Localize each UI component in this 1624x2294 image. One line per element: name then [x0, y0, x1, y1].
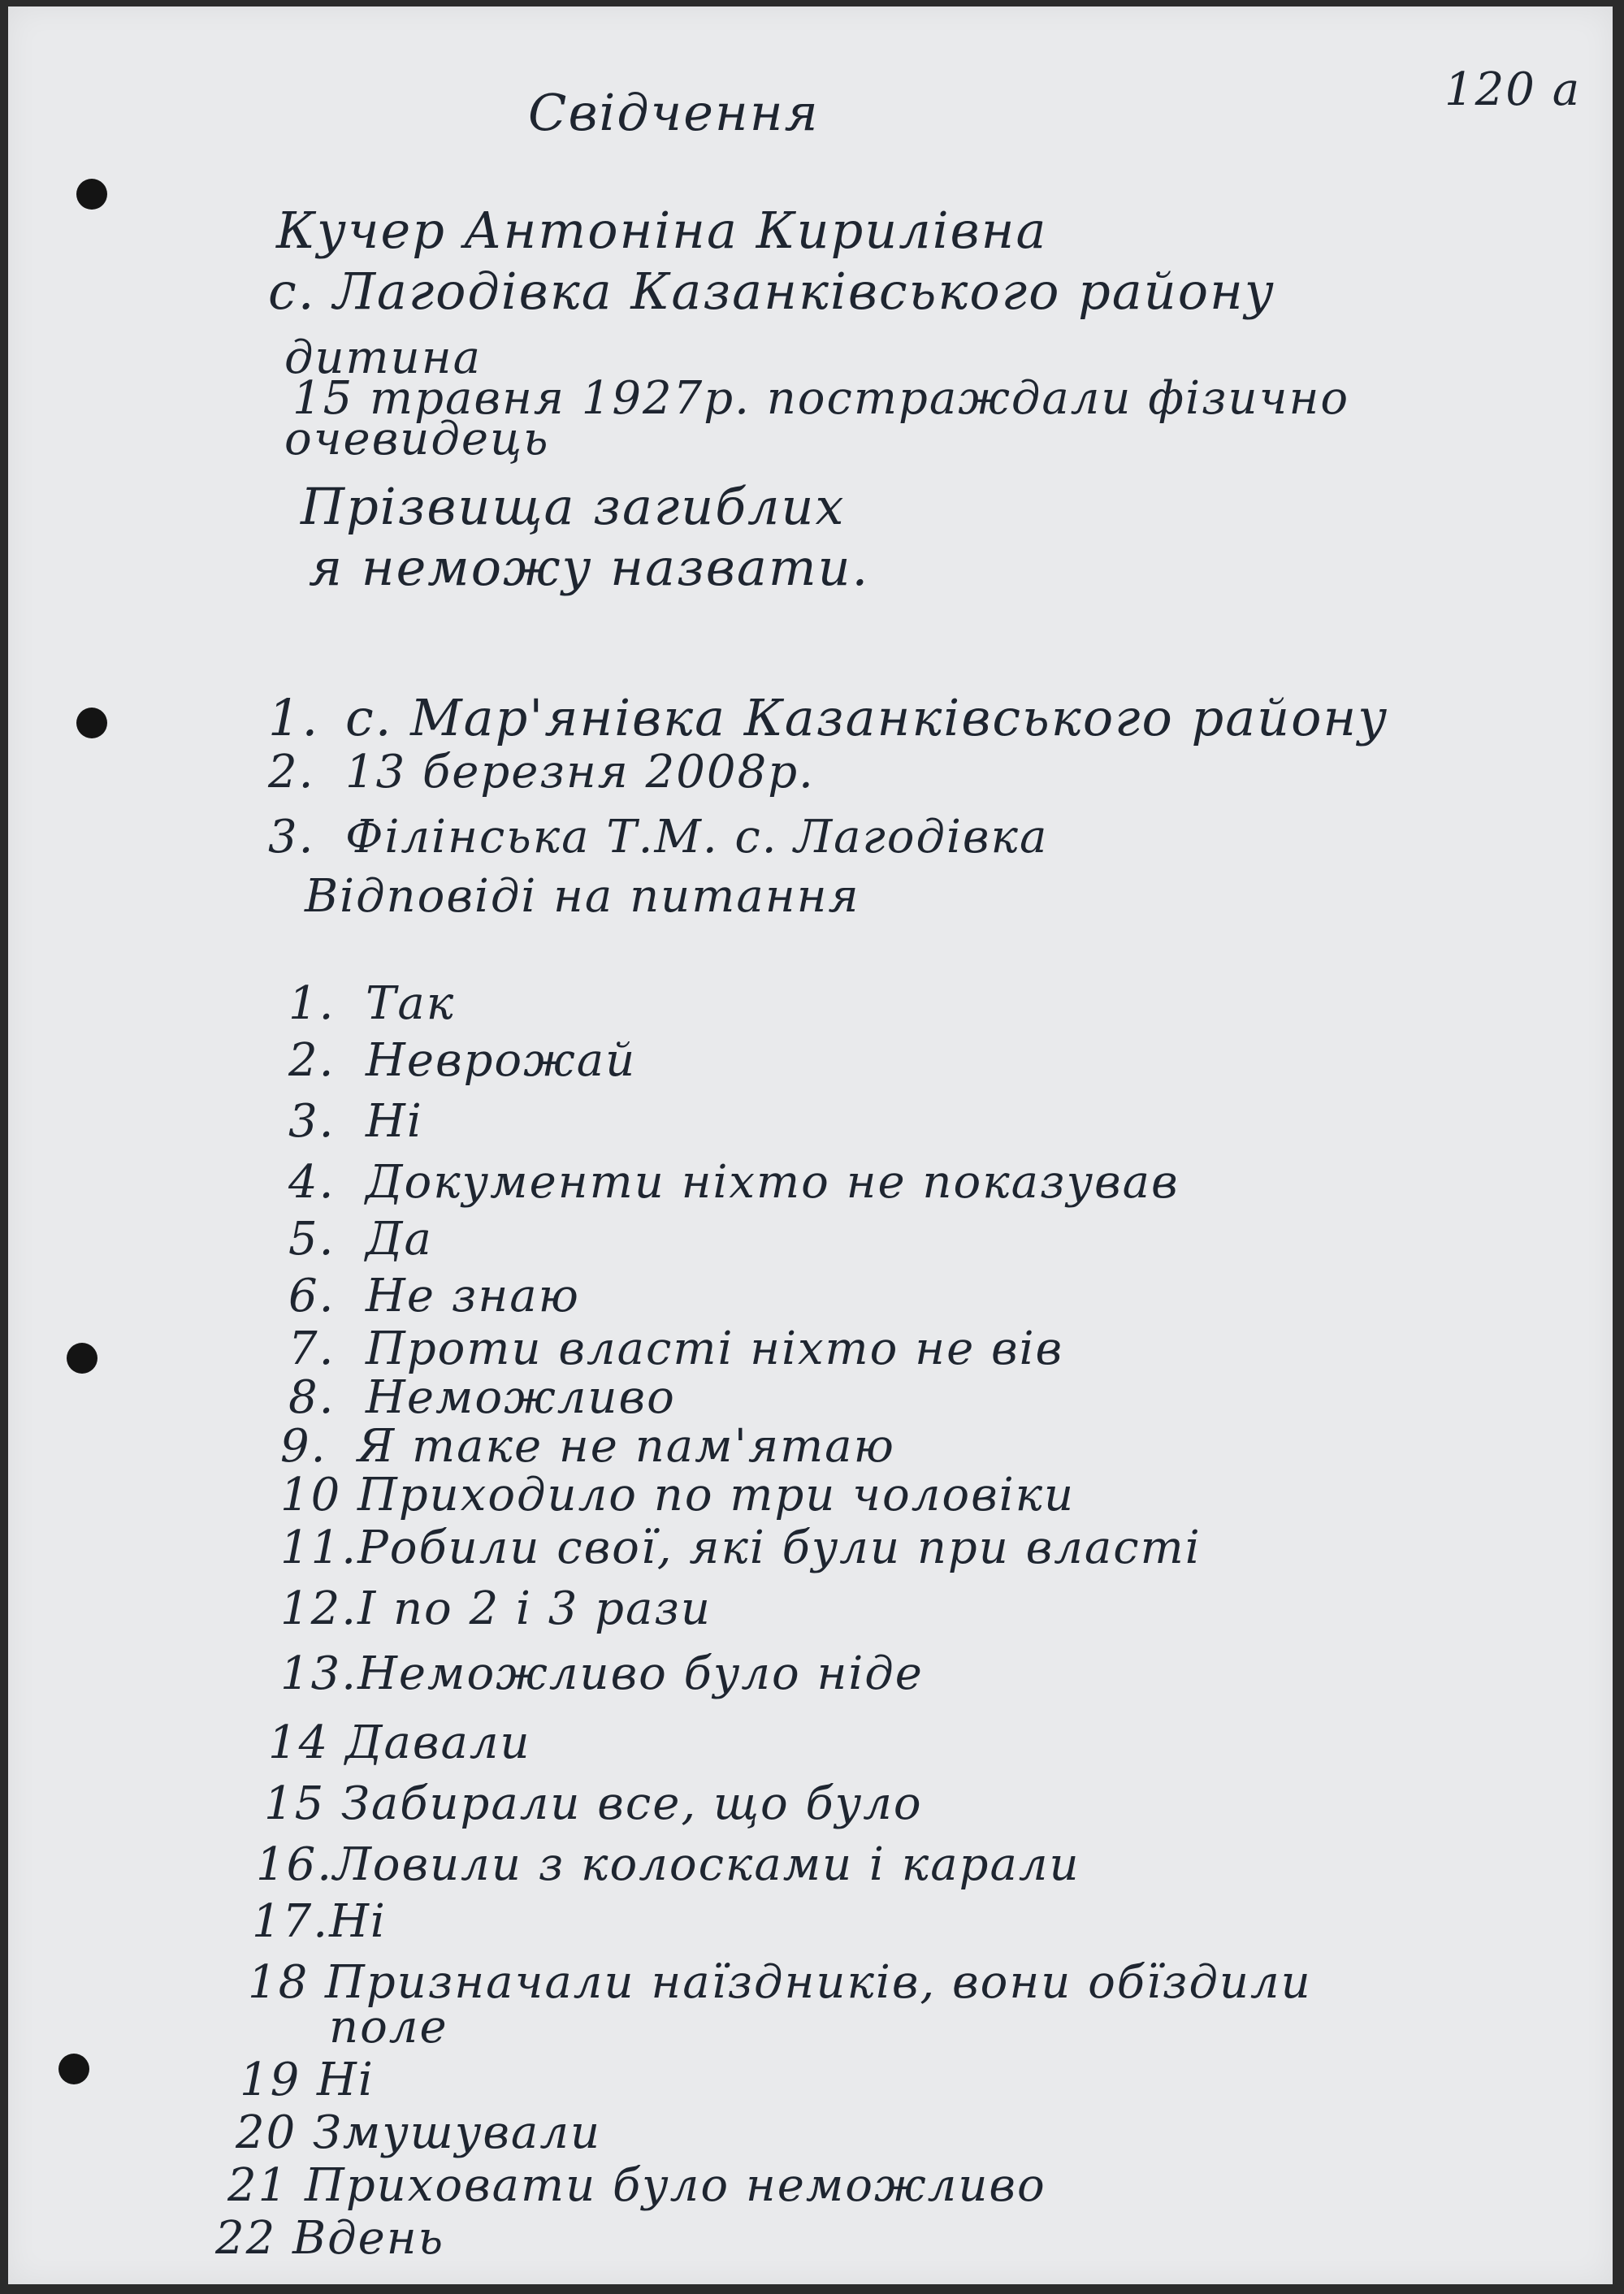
- answer-line: 2. Неврожай: [288, 1034, 637, 1087]
- answer-line: 12.І по 2 і 3 рази: [280, 1582, 712, 1635]
- answers-heading: Відповіді на питання: [305, 870, 860, 923]
- witness-status-witness: очевидець: [284, 413, 550, 465]
- answer-line: 11.Робили свої, які були при власті: [280, 1521, 1202, 1574]
- victims-line-1: Прізвища загиблих: [301, 477, 846, 536]
- answer-line: 10 Приходило по три чоловіки: [280, 1469, 1076, 1521]
- document-sheet: [8, 6, 1613, 2284]
- record-line: 2. 13 березня 2008р.: [268, 746, 815, 799]
- witness-date-line: 15 травня 1927р. постраждали фізично: [292, 372, 1350, 425]
- answer-line: 15 Забирали все, що було: [264, 1777, 923, 1830]
- answer-line: 7. Проти власті ніхто не вів: [288, 1322, 1064, 1375]
- binder-hole: [76, 708, 107, 738]
- answer-line: 16.Ловили з колосками і карали: [256, 1838, 1081, 1891]
- answer-line: 5. Да: [288, 1213, 433, 1266]
- answer-line: 17.Ні: [252, 1895, 387, 1948]
- witness-status-child: дитина: [284, 331, 482, 384]
- record-line: 3. Філінська Т.М. с. Лагодівка: [268, 811, 1049, 863]
- witness-village: с. Лагодівка Казанківського району: [268, 262, 1275, 321]
- answer-line: 3. Ні: [288, 1095, 423, 1148]
- page-number: 120 a: [1444, 63, 1582, 116]
- answer-line: 22 Вдень: [215, 2212, 445, 2265]
- binder-hole: [67, 1343, 97, 1374]
- answer-line: 18 Призначали наїздників, вони обїздили: [248, 1956, 1312, 2009]
- answer-line: 13.Неможливо було ніде: [280, 1647, 924, 1700]
- answer-line: 1. Так: [288, 977, 456, 1030]
- answer-line: 21 Приховати було неможливо: [227, 2159, 1046, 2212]
- record-line: 1. с. Мар'янівка Казанківського району: [268, 688, 1389, 747]
- answer-line: 4. Документи ніхто не показував: [288, 1156, 1180, 1209]
- binder-hole: [58, 2054, 89, 2084]
- answer-line: 9. Я таке не пам'ятаю: [280, 1420, 895, 1473]
- answer-line: 14 Давали: [268, 1716, 531, 1769]
- victims-line-2: я неможу назвати.: [309, 538, 870, 597]
- answer-line: 6. Не знаю: [288, 1270, 580, 1322]
- answer-line: 8. Неможливо: [288, 1371, 676, 1424]
- answer-line: 20 Змушували: [236, 2106, 602, 2159]
- binder-hole: [76, 179, 107, 210]
- document-title: Свідчення: [528, 83, 820, 142]
- answer-line: 19 Ні: [240, 2054, 375, 2106]
- witness-name: Кучер Антоніна Кирилівна: [276, 201, 1048, 260]
- answer-line: поле: [329, 2001, 448, 2054]
